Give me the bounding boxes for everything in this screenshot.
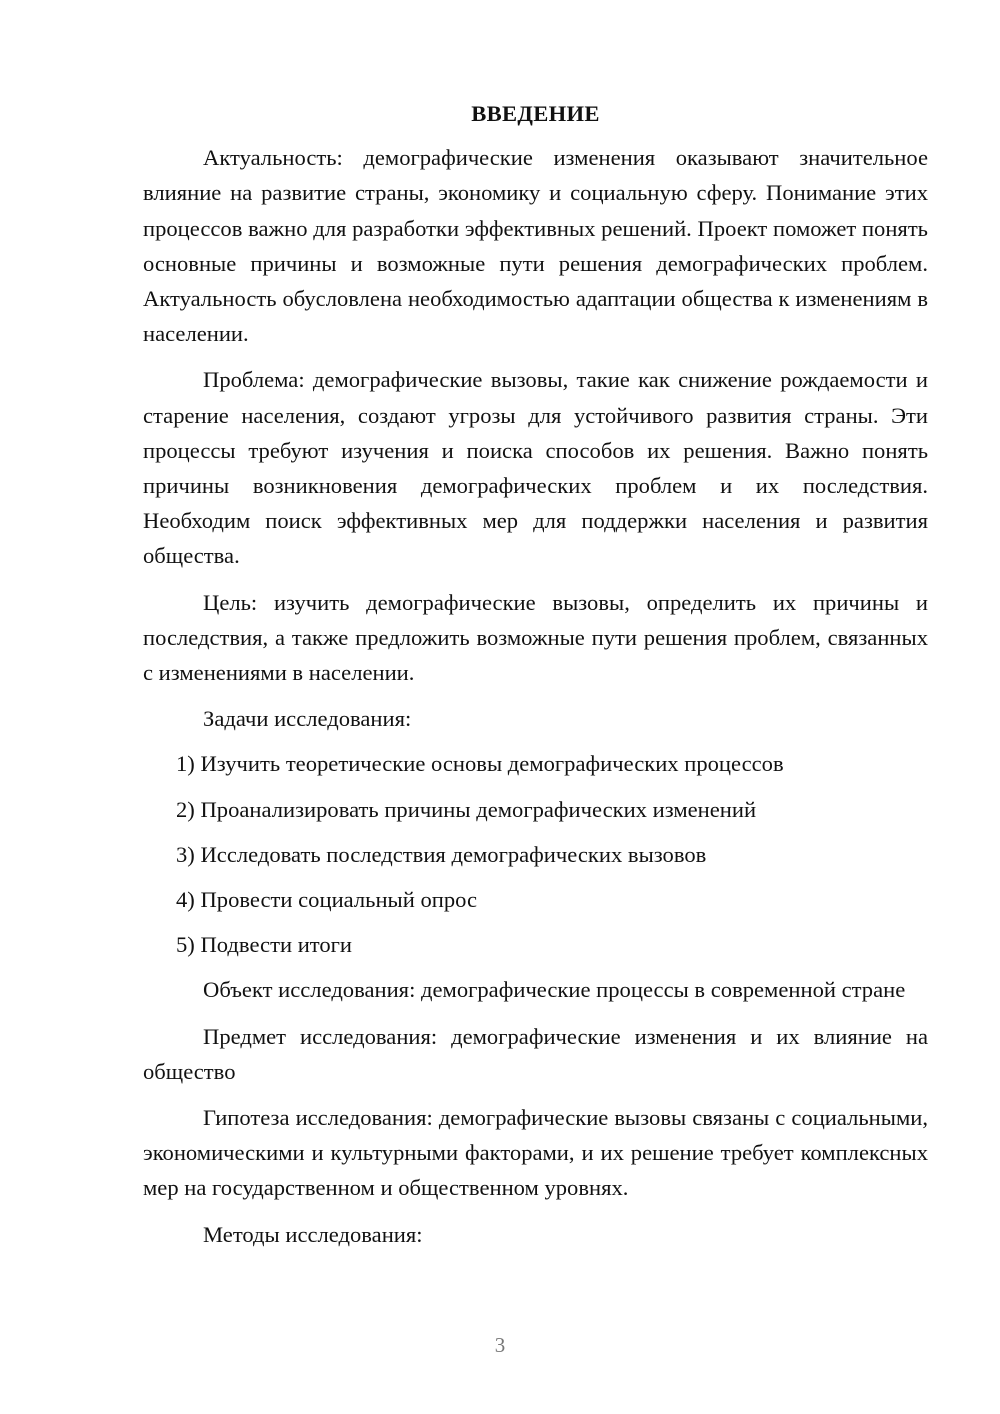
problem-paragraph: Проблема: демографические вызовы, такие как снижение рождаемости и старение населения, создают угрозы для устойчивого развития страны. Эти процессы требуют изучения и поиска способов их решения. Важно понять причины возникновения демографических проблем и их последствия. Необходим поиск эффективных мер для поддержки населения и развития общества. [143,367,928,569]
object-paragraph: Объект исследования: демографические процессы в современной стране [203,977,906,1003]
task-item: 4) Провести социальный опрос [176,887,478,913]
tasks-heading: Задачи исследования: [203,706,412,732]
task-item: 1) Изучить теоретические основы демографических процессов [176,751,784,777]
page-number: 3 [494,1333,506,1357]
task-item: 2) Проанализировать причины демографических изменений [176,796,757,822]
document-page [143,96,928,1262]
subject-paragraph: Предмет исследования: демографические изменения и их влияние на общество [143,1023,928,1084]
relevance-paragraph: Актуальность: демографические изменения оказывают значительное влияние на развитие страны, экономику и социальную сферу. Понимание этих процессов важно для разработки эффективных решений. Проект поможет понять основные причины и возможные пути решения демографических проблем. Актуальность обусловлена необходимостью адаптации общества к изменениям в населении. [143,145,928,347]
goal-paragraph: Цель: изучить демографические вызовы, определить их причины и последствия, а также предложить возможные пути решения проблем, связанных с изменениями в населении. [143,589,928,686]
tasks-list [143,746,928,962]
document-title: ВВЕДЕНИЕ [471,101,600,126]
task-item: 5) Подвести итоги [176,932,353,958]
methods-heading: Методы исследования: [203,1221,423,1247]
hypothesis-paragraph: Гипотеза исследования: демографические вызовы связаны с социальными, экономическими и культурными факторами, и их решение требует комплексных мер на государственном и общественном уровнях. [143,1105,928,1201]
task-item: 3) Исследовать последствия демографических вызовов [176,841,707,867]
